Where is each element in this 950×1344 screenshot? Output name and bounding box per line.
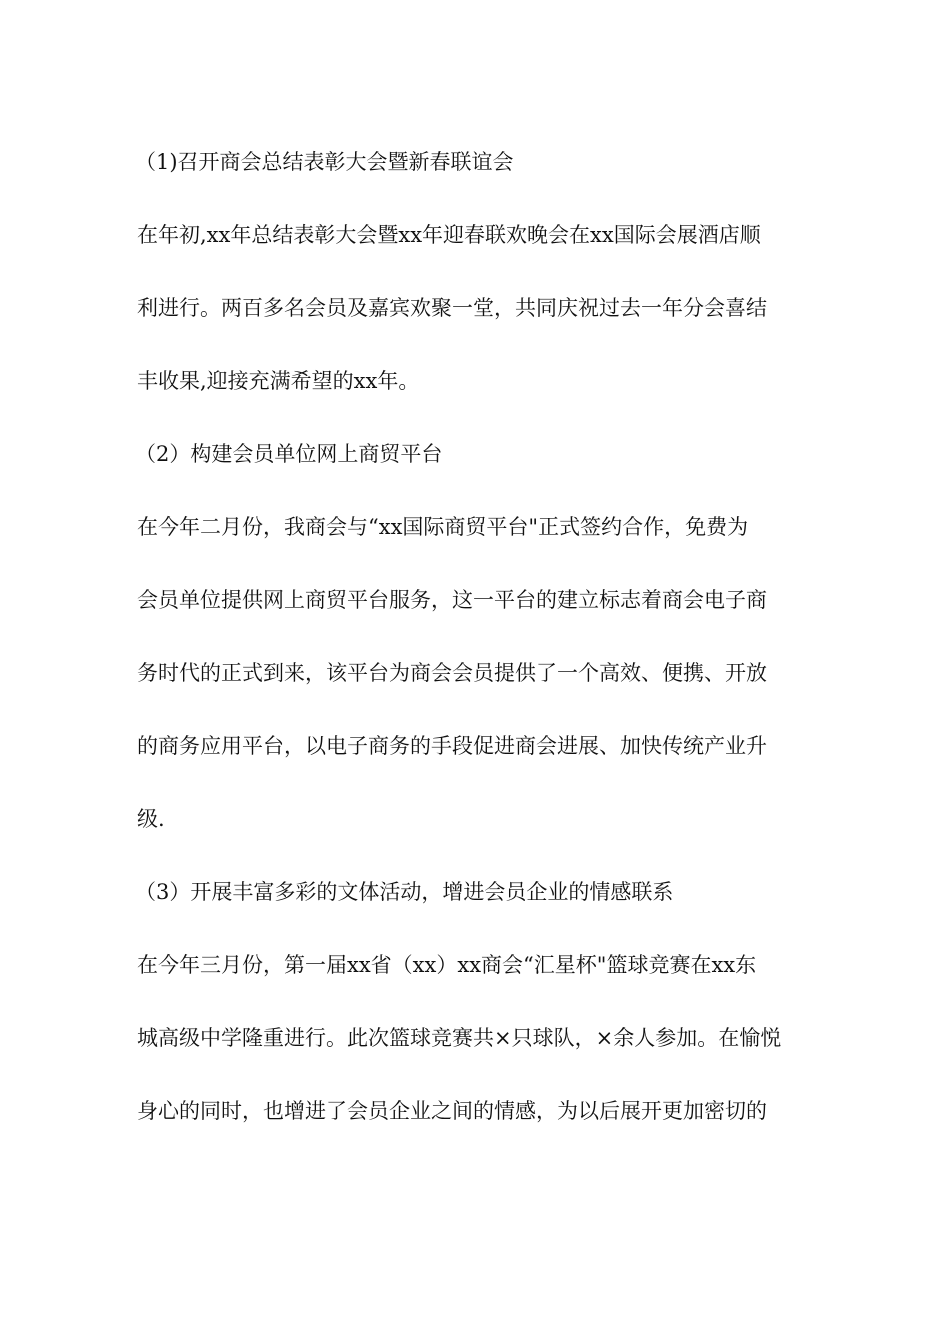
section-heading-1: （1)召开商会总结表彰大会暨新春联谊会 <box>135 150 514 174</box>
paragraph-line: 利进行。两百多名会员及嘉宾欢聚一堂，共同庆祝过去一年分会喜结 <box>137 296 767 320</box>
paragraph-line: 丰收果,迎接充满希望的xx年。 <box>137 369 420 393</box>
document-body <box>137 140 817 1162</box>
paragraph-line: 的商务应用平台，以电子商务的手段促进商会进展、加快传统产业升 <box>137 734 767 758</box>
paragraph-line: 务时代的正式到来，该平台为商会会员提供了一个高效、便携、开放 <box>137 661 767 685</box>
paragraph-line: 级. <box>137 807 165 831</box>
paragraph-line: 在今年三月份，第一届xx省（xx）xx商会“汇星杯"篮球竞赛在xx东 <box>137 953 757 977</box>
paragraph-line: 在今年二月份，我商会与“xx国际商贸平台"正式签约合作，免费为 <box>137 515 749 539</box>
section-heading-3: （3）开展丰富多彩的文体活动，增进会员企业的情感联系 <box>135 880 674 904</box>
paragraph-line: 在年初,xx年总结表彰大会暨xx年迎春联欢晚会在xx国际会展酒店顺 <box>137 223 761 247</box>
paragraph-line: 城高级中学隆重进行。此次篮球竞赛共×只球队，×余人参加。在愉悦 <box>137 1026 782 1050</box>
paragraph-line: 身心的同时，也增进了会员企业之间的情感，为以后展开更加密切的 <box>137 1099 767 1123</box>
paragraph-line: 会员单位提供网上商贸平台服务，这一平台的建立标志着商会电子商 <box>137 588 767 612</box>
section-heading-2: （2）构建会员单位网上商贸平台 <box>135 442 443 466</box>
